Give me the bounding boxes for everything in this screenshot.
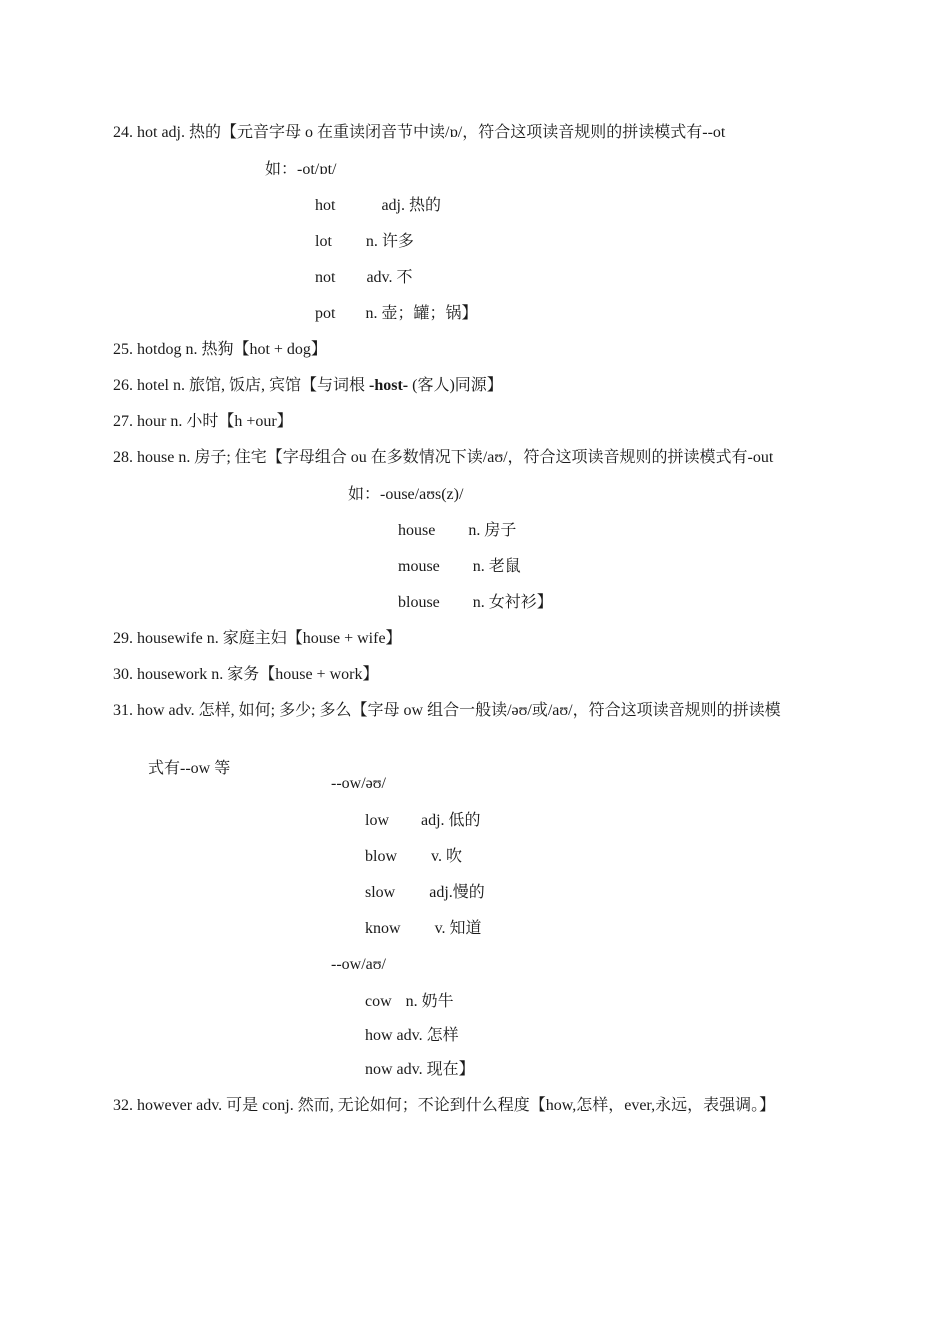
entry-25: 25. hotdog n. 热狗【hot + dog】 [113, 341, 327, 358]
entry-31-pattern-1: --ow/əʊ/ [331, 775, 386, 792]
entry-28-head: 28. house n. 房子; 住宅【字母组合 ou 在多数情况下读/aʊ/，符合这项读音规则的拼读模式有-out [113, 449, 774, 466]
entry-28-word: house n. 房子 [398, 522, 517, 539]
entry-24-word: lot n. 许多 [315, 233, 414, 250]
entry-24-word: hot adj. 热的 [315, 197, 442, 214]
entry-30: 30. housework n. 家务【house + work】 [113, 666, 379, 683]
entry-31-cont: 式有--ow 等 [148, 760, 231, 777]
entry-31-word: how adv. 怎样 [365, 1027, 459, 1044]
entry-28-pattern: 如：-ouse/aʊs(z)/ [348, 486, 464, 503]
entry-31-word: blow v. 吹 [365, 848, 462, 865]
entry-32: 32. however adv. 可是 conj. 然而, 无论如何；不论到什么程度【how,怎样，ever,永远，表强调。】 [113, 1097, 776, 1114]
entry-24-word: not adv. 不 [315, 269, 413, 286]
entry-31-word: low adj. 低的 [365, 812, 481, 829]
entry-28-word: blouse n. 女衬衫】 [398, 594, 553, 611]
entry-31-head: 31. how adv. 怎样, 如何; 多少; 多么【字母 ow 组合一般读/əʊ/或/aʊ/，符合这项读音规则的拼读模 [113, 702, 781, 719]
entry-24-pattern: 如：-ot/ɒt/ [265, 161, 337, 178]
entry-31-word: know v. 知道 [365, 920, 482, 937]
entry-26: 26. hotel n. 旅馆, 饭店, 宾馆【与词根 -host- (客人)同源】 [113, 377, 503, 394]
entry-29: 29. housewife n. 家庭主妇【house + wife】 [113, 630, 402, 647]
entry-31-pattern-2: --ow/aʊ/ [331, 956, 386, 973]
entry-24-head: 24. hot adj. 热的【元音字母 o 在重读闭音节中读/ɒ/，符合这项读音规则的拼读模式有--ot [113, 124, 726, 141]
entry-28-word: mouse n. 老鼠 [398, 558, 521, 575]
entry-24-word: pot n. 壶；罐；锅】 [315, 305, 478, 322]
entry-27: 27. hour n. 小时【h +our】 [113, 413, 293, 430]
entry-31-word: cow n. 奶牛 [365, 993, 454, 1010]
entry-31-word: now adv. 现在】 [365, 1061, 475, 1078]
entry-31-word: slow adj.慢的 [365, 884, 485, 901]
